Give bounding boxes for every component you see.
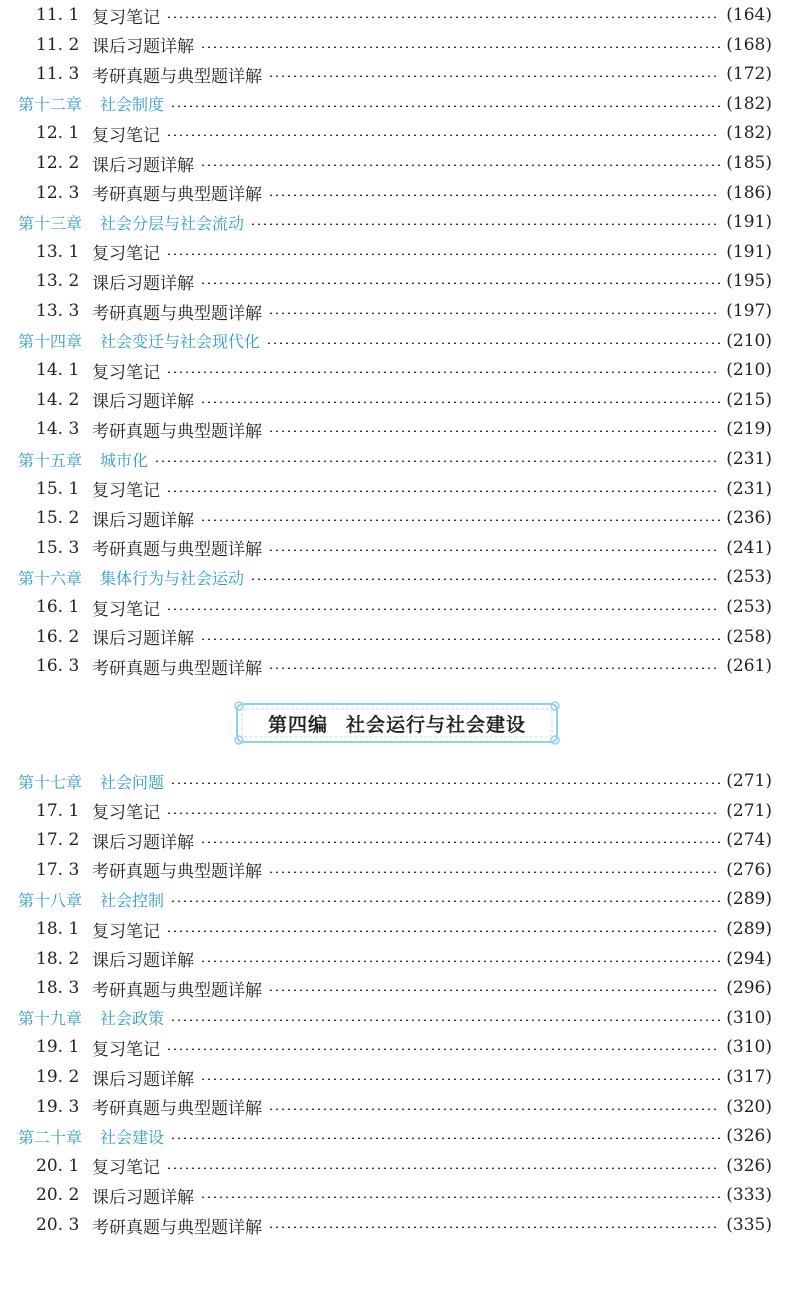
page-number: (289) (726, 919, 772, 939)
dot-leader (166, 16, 720, 18)
page-number: (317) (726, 1067, 772, 1087)
section-entry (18, 148, 772, 178)
section-number: 13. 2 (36, 271, 80, 292)
page-number: (258) (726, 626, 772, 647)
section-number: 14. 1 (36, 360, 80, 381)
dot-leader (268, 430, 720, 432)
dot-leader (200, 1078, 720, 1080)
chapter-entry (18, 89, 772, 119)
section-number: 18. 3 (36, 978, 80, 999)
section-title: 复习笔记 (92, 362, 160, 383)
chapter-entry (18, 326, 772, 356)
section-number: 12. 1 (36, 123, 80, 144)
page-number: (172) (726, 64, 772, 85)
page-number: (310) (726, 1007, 772, 1028)
section-number: 20. 1 (36, 1155, 80, 1176)
section-entry (18, 855, 772, 885)
section-entry (18, 0, 772, 30)
section-entry (18, 118, 772, 148)
chapter-title: 社会分层与社会流动 (100, 213, 245, 233)
page-number: (168) (726, 34, 772, 55)
chapter-number: 第十八章 (18, 890, 83, 910)
section-number: 11. 1 (36, 5, 80, 25)
section-title: 课后习题详解 (92, 951, 194, 972)
section-title: 课后习题详解 (92, 1069, 194, 1090)
chapter-entry (18, 1121, 772, 1151)
chapter-title: 社会问题 (100, 772, 165, 792)
dot-leader (200, 46, 720, 48)
page-number: (335) (726, 1215, 772, 1235)
section-title: 考研真题与典型题详解 (92, 1099, 262, 1120)
section-number: 11. 3 (36, 64, 80, 85)
chapter-title: 社会控制 (100, 890, 165, 910)
page-number: (210) (726, 360, 772, 381)
chapter-entry (18, 884, 772, 914)
dot-leader (166, 812, 720, 814)
dot-leader (250, 223, 720, 225)
section-entry (18, 622, 772, 652)
dot-leader (170, 1137, 720, 1139)
chapter-title: 社会制度 (100, 95, 165, 115)
section-title: 课后习题详解 (92, 37, 194, 58)
dot-leader (268, 549, 720, 551)
section-entry (18, 1210, 772, 1240)
dot-leader (250, 578, 720, 580)
section-entry (18, 296, 772, 326)
section-title: 复习笔记 (92, 244, 160, 265)
section-number: 13. 1 (36, 241, 80, 262)
dot-leader (266, 342, 720, 344)
section-entry (18, 59, 772, 89)
chapter-title: 社会建设 (100, 1127, 165, 1147)
dot-leader (166, 253, 720, 255)
section-title: 复习笔记 (92, 1158, 160, 1179)
section-title: 课后习题详解 (92, 155, 194, 176)
page-number: (271) (726, 771, 772, 791)
section-title: 考研真题与典型题详解 (92, 862, 262, 883)
section-number: 15. 3 (36, 537, 80, 558)
section-entry (18, 533, 772, 563)
chapter-title: 城市化 (100, 450, 149, 470)
section-title: 课后习题详解 (92, 1187, 194, 1208)
section-entry (18, 592, 772, 622)
page-number: (182) (726, 123, 772, 144)
section-number: 20. 3 (36, 1215, 80, 1235)
page-number: (197) (726, 301, 772, 321)
page-number: (219) (726, 419, 772, 440)
section-title: 考研真题与典型题详解 (92, 66, 262, 87)
page-number: (320) (726, 1096, 772, 1117)
chapter-number: 第十九章 (18, 1009, 83, 1029)
dot-leader (170, 1019, 720, 1021)
page-number: (191) (726, 241, 772, 262)
chapter-number: 第十二章 (18, 95, 83, 115)
section-title: 课后习题详解 (92, 273, 194, 294)
page-number: (210) (726, 330, 772, 351)
page-number: (333) (726, 1185, 772, 1206)
section-number: 16. 1 (36, 597, 80, 617)
dot-leader (200, 164, 720, 166)
page-number: (185) (726, 153, 772, 173)
page-number: (326) (726, 1126, 772, 1147)
chapter-title: 集体行为与社会运动 (100, 568, 245, 588)
dot-leader (268, 989, 720, 991)
dot-leader (166, 134, 720, 136)
section-title: 复习笔记 (92, 803, 160, 824)
section-number: 15. 1 (36, 478, 80, 499)
page-number: (182) (726, 93, 772, 114)
dot-leader (268, 75, 720, 77)
section-title: 复习笔记 (92, 1039, 160, 1060)
chapter-number: 第十六章 (18, 568, 83, 588)
dot-leader (268, 1108, 720, 1110)
page-number: (253) (726, 567, 772, 588)
chapter-title: 社会变迁与社会现代化 (100, 332, 261, 352)
dot-leader (200, 841, 720, 843)
dot-leader (166, 371, 720, 373)
dot-leader (166, 930, 720, 932)
section-entry (18, 1180, 772, 1210)
section-number: 17. 2 (36, 830, 80, 851)
section-number: 13. 3 (36, 301, 80, 321)
section-number: 20. 2 (36, 1185, 80, 1206)
section-title: 复习笔记 (92, 599, 160, 620)
page-number: (261) (726, 656, 772, 677)
dot-leader (200, 519, 720, 521)
section-title: 考研真题与典型题详解 (92, 658, 262, 679)
dot-leader (200, 401, 720, 403)
chapter-entry (18, 1003, 772, 1033)
section-title: 课后习题详解 (92, 510, 194, 531)
chapter-number: 第二十章 (18, 1127, 83, 1147)
chapter-number: 第十五章 (18, 450, 83, 470)
section-entry (18, 914, 772, 944)
dot-leader (200, 960, 720, 962)
page-number: (231) (726, 478, 772, 499)
page-number: (191) (726, 212, 772, 233)
section-entry (18, 355, 772, 385)
section-number: 11. 2 (36, 34, 80, 55)
page-number: (294) (726, 948, 772, 969)
section-number: 17. 3 (36, 859, 80, 880)
part-banner (233, 700, 561, 746)
section-number: 18. 2 (36, 948, 80, 969)
dot-leader (166, 1167, 720, 1169)
section-title: 考研真题与典型题详解 (92, 303, 262, 324)
page-number: (241) (726, 537, 772, 558)
chapter-number: 第十三章 (18, 213, 83, 233)
section-title: 考研真题与典型题详解 (92, 421, 262, 442)
dot-leader (170, 782, 720, 784)
section-title: 课后习题详解 (92, 629, 194, 650)
dot-leader (166, 490, 720, 492)
chapter-number: 第十四章 (18, 332, 83, 352)
page-number: (310) (726, 1037, 772, 1058)
section-number: 18. 1 (36, 919, 80, 939)
section-number: 14. 2 (36, 389, 80, 410)
page-number: (236) (726, 508, 772, 529)
dot-leader (268, 194, 720, 196)
section-title: 考研真题与典型题详解 (92, 540, 262, 561)
page-number: (296) (726, 978, 772, 999)
section-number: 12. 2 (36, 153, 80, 173)
chapter-title: 社会政策 (100, 1009, 165, 1029)
section-title: 考研真题与典型题详解 (92, 1217, 262, 1238)
section-entry (18, 30, 772, 60)
dot-leader (170, 105, 720, 107)
section-entry (18, 1151, 772, 1181)
chapter-entry (18, 766, 772, 796)
section-number: 19. 2 (36, 1067, 80, 1087)
section-entry (18, 1032, 772, 1062)
chapter-entry (18, 562, 772, 592)
section-number: 12. 3 (36, 182, 80, 203)
section-entry (18, 1062, 772, 1092)
dot-leader (170, 900, 720, 902)
section-entry (18, 944, 772, 974)
section-title: 考研真题与典型题详解 (92, 185, 262, 206)
section-entry (18, 651, 772, 681)
section-number: 17. 1 (36, 800, 80, 821)
page-number: (271) (726, 800, 772, 821)
section-title: 复习笔记 (92, 7, 160, 28)
section-entry (18, 796, 772, 826)
section-entry (18, 973, 772, 1003)
dot-leader (268, 871, 720, 873)
page-number: (215) (726, 389, 772, 410)
page-number: (231) (726, 449, 772, 469)
dot-leader (200, 1196, 720, 1198)
section-entry (18, 474, 772, 504)
page-number: (326) (726, 1155, 772, 1176)
page-number: (195) (726, 271, 772, 292)
chapter-number: 第十七章 (18, 772, 83, 792)
section-number: 14. 3 (36, 419, 80, 440)
section-title: 课后习题详解 (92, 392, 194, 413)
section-entry (18, 385, 772, 415)
page-number: (186) (726, 182, 772, 203)
page-number: (253) (726, 597, 772, 617)
section-number: 19. 3 (36, 1096, 80, 1117)
chapter-entry (18, 207, 772, 237)
section-entry (18, 503, 772, 533)
chapter-entry (18, 444, 772, 474)
page-number: (164) (726, 5, 772, 25)
dot-leader (154, 460, 720, 462)
section-number: 19. 1 (36, 1037, 80, 1058)
part-label: 第四编 (267, 713, 328, 736)
dot-leader (166, 608, 720, 610)
section-entry (18, 237, 772, 267)
section-title: 复习笔记 (92, 481, 160, 502)
section-entry (18, 1092, 772, 1122)
section-entry (18, 178, 772, 208)
section-number: 16. 3 (36, 656, 80, 677)
page-number: (274) (726, 830, 772, 851)
section-title: 考研真题与典型题详解 (92, 980, 262, 1001)
dot-leader (200, 282, 720, 284)
section-number: 16. 2 (36, 626, 80, 647)
section-title: 课后习题详解 (92, 832, 194, 853)
dot-leader (268, 667, 720, 669)
section-title: 复习笔记 (92, 921, 160, 942)
section-entry (18, 414, 772, 444)
section-title: 复习笔记 (92, 125, 160, 146)
part-title: 社会运行与社会建设 (346, 713, 527, 736)
section-entry (18, 266, 772, 296)
dot-leader (268, 312, 720, 314)
section-entry (18, 825, 772, 855)
dot-leader (268, 1226, 720, 1228)
section-number: 15. 2 (36, 508, 80, 529)
page-number: (276) (726, 859, 772, 880)
dot-leader (166, 1048, 720, 1050)
dot-leader (200, 638, 720, 640)
page-number: (289) (726, 889, 772, 910)
